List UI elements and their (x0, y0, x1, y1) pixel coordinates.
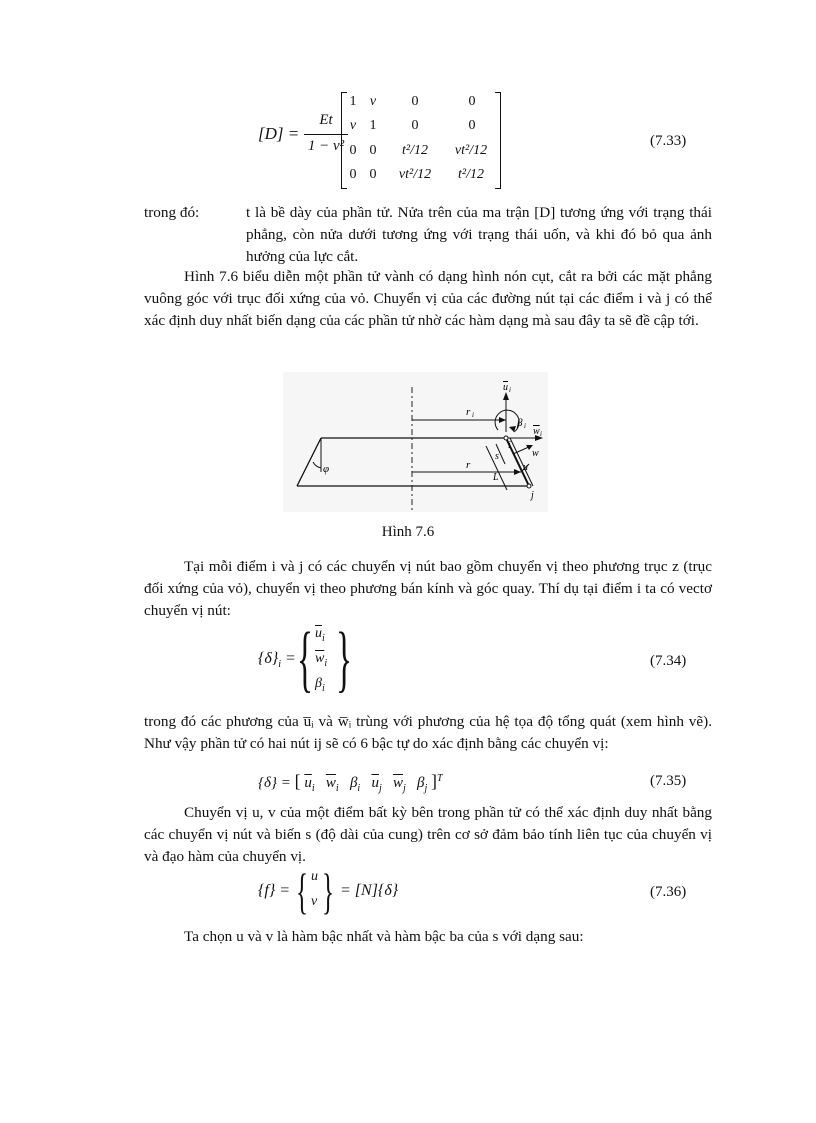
matrix-cell: 1 (349, 94, 357, 109)
L-label: L (493, 472, 499, 483)
paragraph: Chuyển vị u, v của một điểm bất kỳ bên trong phần tử có thể xác định duy nhất bằng các chuyển vị nút và biến s (độ dài của cung) trên cơ sở đảm bảo tính liên tục của chuyển vị và đạo hàm của chuyển vị. (144, 804, 712, 865)
matrix-cell: 0 (468, 118, 476, 133)
matrix-cell: 0 (468, 94, 476, 109)
r-label: r (466, 459, 471, 471)
wi-subscript: i (540, 430, 542, 438)
node-i-label: i (508, 440, 511, 451)
matrix-cell: 0 (349, 143, 357, 158)
matrix-cell: 0 (349, 167, 357, 182)
beta-label: β (517, 417, 523, 429)
paragraph: trong đó các phương của u̅ᵢ và w̅ᵢ trùng với phương của hệ tọa độ tổng quát (xem hình vẽ). Như vậy phần tử có hai nút ij sẽ có 6 bậc tự do xác định bằng các chuyển vị: (144, 713, 712, 752)
matrix-cell: νt²/12 (398, 167, 432, 182)
equation-7-35: {δ} = [ $\overline{u}_i$ $\overline{w}_i$ $\beta_i$ $\overline{u}_j$ $\overline{w}_j$ $\beta_j$ ]$^T$ (258, 771, 443, 794)
vector-item: $\beta_i$ (315, 676, 325, 694)
right-brace: } (322, 863, 334, 919)
paragraph: Tại mỗi điểm i và j có các chuyển vị nút bao gồm chuyển vị theo phương trục z (trục đối xứng của vỏ), chuyển vị theo phương bán kính và góc quay. Thí dụ tại điểm i ta có vectơ chuyển vị nút: (144, 558, 712, 619)
r-arrow (514, 469, 521, 475)
ri-label: r (466, 406, 471, 418)
vector-item: $\overline{u}_i$ (315, 626, 325, 644)
equation-number: (7.36) (650, 884, 687, 900)
right-brace: } (336, 618, 352, 700)
vector-item: v (311, 894, 318, 909)
paragraph: Ta chọn u và v là hàm bậc nhất và hàm bậc ba của s với dạng sau: (184, 928, 584, 945)
ri-subscript: i (472, 411, 474, 419)
matrix-cell: 0 (411, 118, 419, 133)
where-text: t là bề dày của phần tử. Nửa trên của ma trận [D] tương ứng với trạng thái phẳng, còn nửa dưới tương ứng với trạng thái uốn, và khi đó bỏ qua ảnh hưởng của lực cắt. (246, 204, 712, 265)
beta-arc (495, 410, 519, 432)
paragraph: Hình 7.6 biểu diễn một phần tử vành có dạng hình nón cụt, cắt ra bởi các mặt phẳng vuông góc với trục đối xứng của vỏ. Chuyển vị của các đường nút tại các điểm i và j có thể xác định duy nhất biến dạng của các phần tử nhờ các hàm dạng mà sau đây ta sẽ đề cập tới. (144, 268, 712, 329)
f-rhs: = [N]{δ} (340, 882, 399, 899)
equation-number: (7.34) (650, 653, 687, 669)
matrix-cell: t²/12 (458, 167, 484, 182)
phi-arc (313, 462, 321, 468)
matrix-cell: 1 (369, 118, 377, 133)
matrix-cell: 0 (369, 167, 377, 182)
ui-label: u (503, 382, 508, 393)
cone-element-diagram (283, 372, 548, 512)
left-edge (297, 438, 321, 486)
node-j-label: j (531, 490, 534, 501)
fraction-denominator: 1 − ν² (307, 138, 345, 154)
matrix-cell: t²/12 (402, 143, 428, 158)
where-label: trong đó: (144, 204, 200, 221)
wi-label: w (533, 426, 540, 437)
matrix-cell: ν (349, 118, 357, 133)
phi-label: φ (323, 463, 330, 475)
left-brace: { (297, 618, 313, 700)
matrix-d-lhs: [D] = (258, 124, 300, 143)
matrix-cell: 0 (369, 143, 377, 158)
left-brace: { (296, 863, 308, 919)
s-label: s (495, 451, 499, 462)
figure-caption: Hình 7.6 (381, 524, 435, 540)
matrix-cell: ν (369, 94, 377, 109)
ui-subscript: i (509, 386, 511, 394)
fraction-numerator: Et (319, 112, 333, 128)
vector-item: $\overline{w}_i$ (315, 651, 328, 669)
vector-item: u (311, 869, 318, 884)
matrix-cell: 0 (411, 94, 419, 109)
ri-arrow (499, 417, 506, 423)
beta-subscript: i (524, 422, 526, 430)
matrix-cell: νt²/12 (454, 143, 488, 158)
node-j (527, 484, 531, 488)
w-local-label: w (532, 448, 539, 459)
equation-number: (7.33) (650, 133, 687, 149)
u-local-label: u (523, 462, 528, 473)
f-lhs: {f} = (258, 882, 291, 899)
figure-7-6 (283, 372, 548, 512)
delta-i-lhs: $\{\delta\}_i$ = (258, 650, 296, 671)
equation-number: (7.35) (650, 773, 687, 789)
